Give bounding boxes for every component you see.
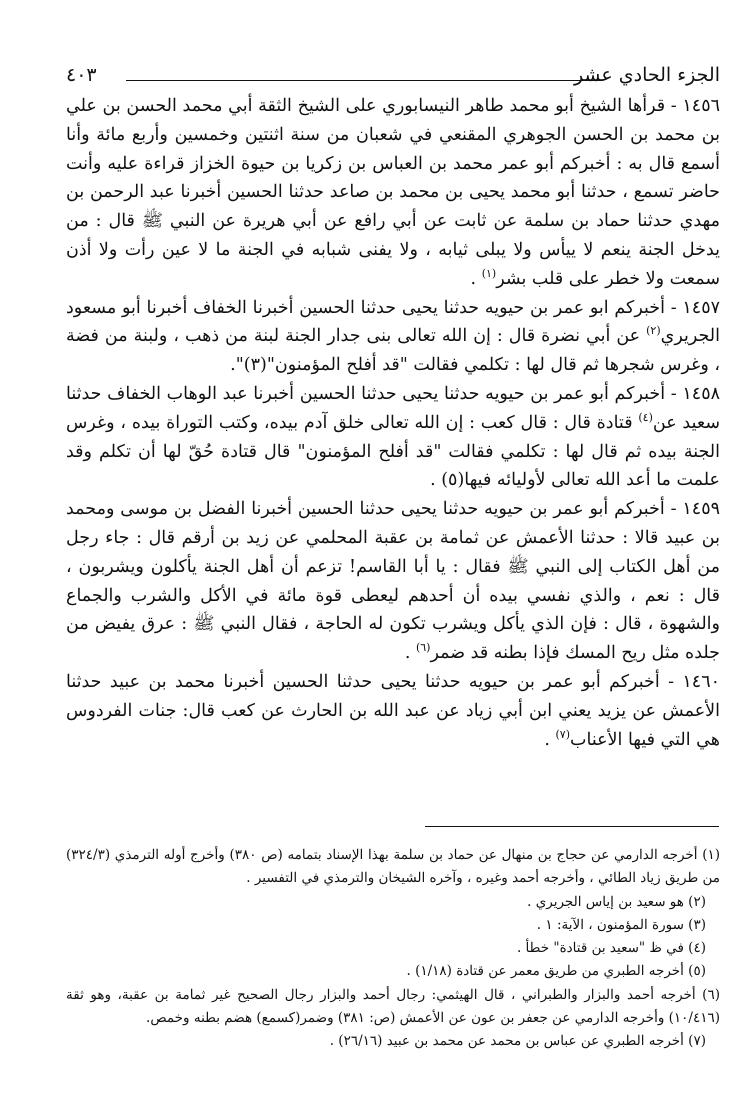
footnote-ref: (٦)	[415, 641, 431, 655]
hadith-text: ١٤٥٨ - أخبركم أبو عمر بن حيويه حدثنا يحيى حدثنا الحسين أخبرنا عبد الوهاب الخفاف حدثنا سعيد عن	[66, 383, 720, 433]
hadith-tail: .	[470, 268, 482, 289]
footnote-1: (١) أخرجه الدارمي عن حجاج بن منهال عن حماد بن سلمة بهذا الإسناد بتمامه (ص ٣٨٠) وأخرج أوله الترمذي (٣٢٤/٣) من طريق زياد الطائي ، وأخرجه أحمد وغيره ، وآخره الشيخان والترمذي في التفسير .	[66, 847, 721, 887]
footnote-4: (٤) في ظ "سعيد بن قتادة" خطأ .	[516, 940, 706, 957]
main-text	[66, 92, 720, 754]
footnote-7: (٧) أخرجه الطبري عن عباس بن محمد عن محمد بن عبيد (٢٦/١٦) .	[329, 1033, 706, 1050]
footnote-6: (٦) أخرجه أحمد والبزار والطبراني ، قال الهيثمي: رجال أحمد والبزار رجال الصحيح غير ثمامة بن عقبة، وهو ثقة (١٠/٤١٦) وأخرجه الدارمي عن جعفر بن عون عن الأعمش (ص: ٣٨١) وضمر(كسمع) هضم بطنه وخمص.	[66, 986, 720, 1027]
footnote-2: (٢) هو سعيد بن إياس الجريري .	[527, 893, 706, 910]
footnote-separator	[425, 826, 719, 827]
header-rule	[126, 80, 600, 81]
footnote-3: (٣) سورة المؤمنون ، الآية: ١ .	[536, 916, 706, 933]
hadith-1460	[66, 668, 720, 754]
footnote-ref: (١)	[481, 266, 497, 280]
hadith-text: ١٤٥٦ - قرأها الشيخ أبو محمد طاهر النيسابوري على الشيخ الثقة أبي محمد الحسن بن علي بن محمد بن الحسن الجوهري المقنعي في شعبان من سنة اثنتين وخمسين وأربع مائة وأنا أسمع قال به : أخبركم أبو عمر محمد بن العباس بن زكريا بن حيوة الخزاز قراءة عليه وأنت حاضر تسمع ، حدثنا أبو محمد يحيى بن محمد بن صاعد حدثنا الحسين أخبرنا عبد الرحمن بن مهدي حدثنا حماد بن سلمة عن ثابت عن أبي رافع عن أبي هريرة عن النبي ﷺ قال : من يدخل الجنة ينعم لا ييأس ولا يبلى ثيابه ، ولا يفنى شبابه في الجنة ما لا عين رأت ولا أذن سمعت ولا خطر على قلب بشر	[66, 96, 720, 289]
hadith-1459	[66, 495, 720, 668]
running-header	[66, 62, 720, 90]
hadith-text: ١٤٦٠ - أخبركم أبو عمر بن حيويه حدثنا يحيى حدثنا الحسين أخبرنا محمد بن عبيد حدثنا الأعمش عن يزيد يعني ابن أبي زياد عن عبد الله بن الحارث عن كعب قال: جنات الفردوس هي التي فيها الأعناب	[66, 671, 720, 750]
hadith-tail: .	[404, 643, 416, 664]
hadith-1457	[66, 294, 720, 380]
footnote-ref: (٧)	[555, 727, 571, 741]
part-title: الجزء الحادي عشر	[568, 64, 720, 86]
footnotes	[66, 844, 720, 1054]
footnote-5: (٥) أخرجه الطبري من طريق معمر عن قتادة (١/١٨) .	[406, 963, 706, 980]
hadith-text: ١٤٥٧ - أخبركم ابو عمر بن حيويه حدثنا يحيى حدثنا الحسين أخبرنا الخفاف أخبرنا أبو مسعود الجريري	[66, 297, 720, 347]
hadith-1456	[66, 92, 720, 294]
hadith-tail: عن أبي نضرة قال : إن الله تعالى بنى جدار الجنة لبنة من ذهب ، ولبنة من فضة ، وغرس شجرها ثم قال لها : تكلمي فقالت "قد أفلح المؤمنون"(٣)".	[66, 326, 720, 376]
page-number: ٤٠٣	[66, 64, 97, 86]
hadith-text: ١٤٥٩ - أخبركم أبو عمر بن حيويه حدثنا يحيى حدثنا الحسين أخبرنا الفضل بن موسى ومحمد بن عبيد قالا : حدثنا الأعمش عن ثمامة بن عقبة المحلمي عن زيد بن أرقم قال : جاء رجل من أهل الكتاب إلى النبي ﷺ فقال : يا أبا القاسم! تزعم أن أهل الجنة يأكلون ويشربون ، قال : نعم ، والذي نفسي بيده أن أحدهم ليعطى قوة مائة في الأكل والشرب والجماع والشهوة ، قال : فإن الذي يأكل ويشرب تكون له الحاجة ، فقال النبي ﷺ : عرق يفيض من جلده مثل ريح المسك فإذا بطنه قد ضمر	[66, 499, 720, 664]
footnote-ref: (٢)	[646, 324, 661, 338]
hadith-tail: قتادة قال : قال كعب : إن الله تعالى خلق آدم بيده، وكتب التوراة بيده ، وغرس الجنة بيده ثم قال لها : تكلمي فقالت "قد أفلح المؤمنون" قال قتادة حُقّ لها أن تكلم وقد علمت ما أعد الله تعالى لأوليائه فيها(٥) .	[66, 412, 720, 491]
footnote-ref: (٤)	[638, 410, 653, 424]
hadith-tail: .	[544, 729, 556, 750]
hadith-1458	[66, 380, 720, 495]
